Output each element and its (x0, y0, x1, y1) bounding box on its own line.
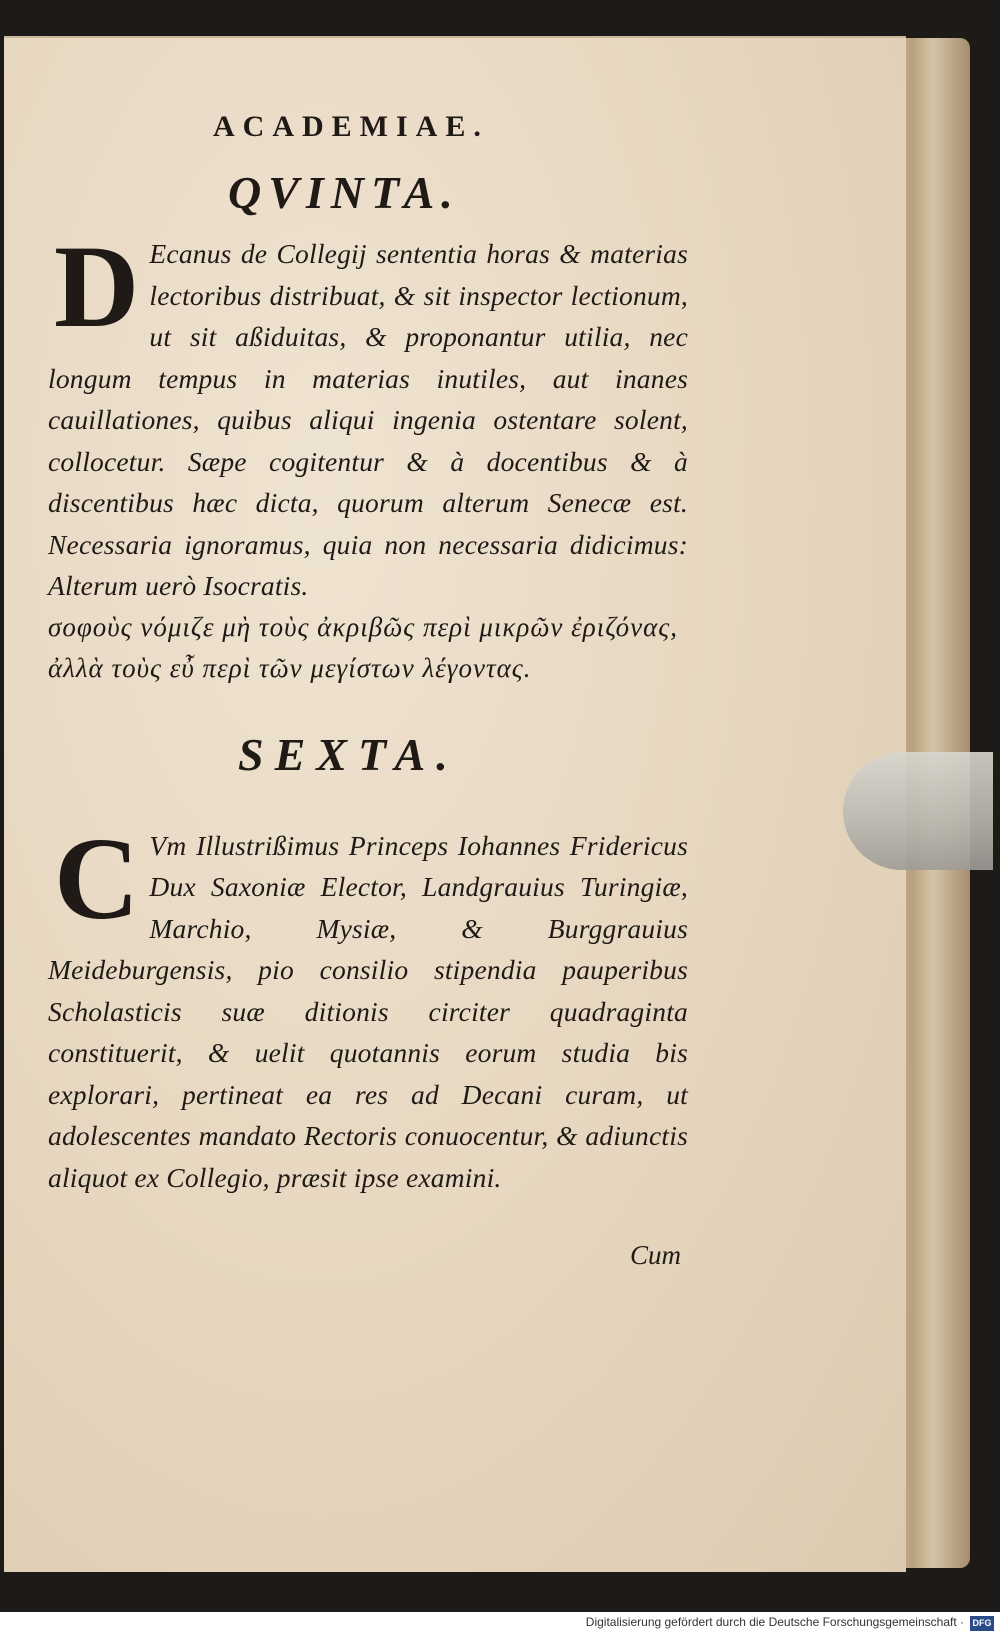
dfg-logo-icon: DFG (970, 1616, 994, 1631)
clip-tab (843, 752, 993, 870)
page-text (48, 100, 688, 1198)
section-title-sexta: SEXTA. (238, 728, 459, 780)
paragraph-quinta (48, 221, 688, 607)
dropcap-d: D (54, 221, 140, 352)
greek-quote: σοφοὺς νόμιζε μὴ τοὺς ἀκριβῶς περὶ μικρῶν ἐριζόνας, ἀλλὰ τοὺς εὖ περὶ τῶν μεγίστων λέγοντας. (48, 611, 678, 683)
footer-credit: Digitalisierung gefördert durch die Deutsche Forschungsgemeinschaft · (585, 1615, 964, 1629)
footer-bar (0, 1612, 1000, 1636)
paragraph-sexta-text: Vm Illustrißimus Princeps Iohannes Fridericus Dux Saxoniæ Elector, Landgrauius Turingiæ, Marchio, Mysiæ, & Burggrauius Meideburgensis, pio consilio stipendia pauperibus Scholasticis suæ ditionis circiter quadraginta constituerit, & uelit quotannis eorum studia bis explorari, pertineat ea res ad Decani curam, ut adolescentes mandato Rectoris conuocentur, & adiunctis aliquot ex Collegio, præsit ipse examini. (48, 829, 688, 1193)
paragraph-sexta (48, 812, 688, 1199)
section-title-quinta: QVINTA. (228, 167, 460, 218)
catchword: Cum (630, 1240, 682, 1270)
running-head: ACADEMIAE. (213, 110, 489, 143)
paragraph-quinta-text: Ecanus de Collegij sententia horas & materias lectoribus distribuat, & sit inspector lectionum, ut sit aßiduitas, & proponantur utilia, nec longum tempus in materias inutiles, aut inanes cauillationes, quibus aliqui ingenia ostentare solent, collocetur. Sæpe cogitentur & à docentibus & à discentibus hæc dicta, quorum alterum Senecæ est. Necessaria ignoramus, quia non necessaria didicimus: Alterum uerò Isocratis. (48, 238, 688, 601)
dropcap-c: C (54, 812, 140, 944)
